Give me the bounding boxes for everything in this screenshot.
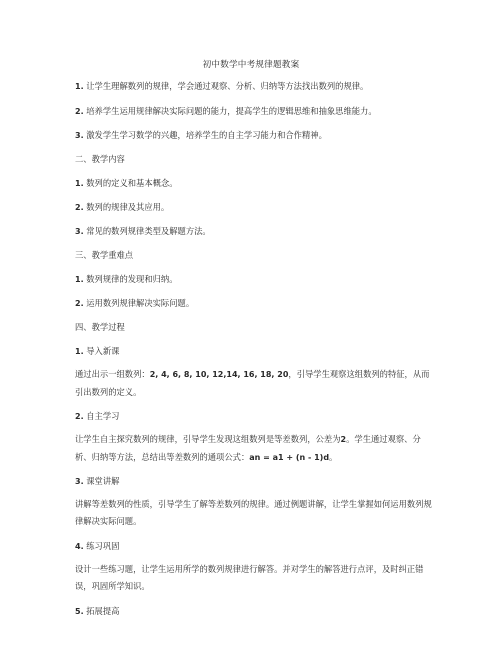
step-body-1 <box>75 366 433 400</box>
step-text: 通过出示一组数列： <box>75 369 150 379</box>
step-title-4 <box>75 540 435 553</box>
item-number: 2. <box>75 203 84 212</box>
item-text: 运用数列规律解决实际问题。 <box>86 298 195 308</box>
item-text: 常见的数列规律类型及解题方法。 <box>86 226 211 236</box>
key-point-item-2 <box>75 297 435 310</box>
step-title: 自主学习 <box>86 411 120 421</box>
key-point-item-1 <box>75 273 435 286</box>
step-body-3: 讲解等差数列的性质，引导学生了解等差数列的规律。通过例题讲解，让学生掌握如何运用数列规律解决实际问题。 <box>75 499 432 526</box>
step-body-2 <box>75 431 433 466</box>
general-term-formula: an = a1 + (n - 1)d <box>249 452 330 462</box>
step-title: 拓展提高 <box>86 606 120 616</box>
step-title: 练习巩固 <box>86 541 120 551</box>
section-heading-content: 二、教学内容 <box>75 154 125 164</box>
step-title-5 <box>75 605 435 618</box>
step-title-2 <box>75 410 435 423</box>
item-number: 1. <box>75 82 84 91</box>
step-number: 1. <box>75 347 84 356</box>
step-text: 让学生自主探究数列的规律，引导学生发现这组数列是等差数列，公差为 <box>75 434 341 444</box>
step-body-4: 设计一些练习题，让学生运用所学的数列规律进行解答。并对学生的解答进行点评，及时纠正错误，巩固所学知识。 <box>75 564 424 591</box>
item-number: 3. <box>75 227 84 236</box>
step-title-1 <box>75 345 435 358</box>
objective-item-1 <box>75 80 435 93</box>
step-number: 5. <box>75 607 84 616</box>
step-title-3 <box>75 475 435 488</box>
content-item-3 <box>75 225 435 238</box>
item-text: 培养学生运用规律解决实际问题的能力，提高学生的逻辑思维和抽象思维能力。 <box>86 106 377 116</box>
item-number: 2. <box>75 107 84 116</box>
step-text: ，引导学生观察这组数列的特征，从而引出数列的定义。 <box>75 369 430 397</box>
step-text: 。 <box>329 451 338 462</box>
content-item-2 <box>75 201 435 214</box>
step-number: 2. <box>75 412 84 421</box>
number-sequence: 2, 4, 6, 8, 10, 12,14, 16, 18, 20 <box>149 370 289 379</box>
content-item-1 <box>75 177 435 190</box>
step-title: 导入新课 <box>86 346 120 356</box>
common-difference: 2 <box>340 435 347 444</box>
item-text: 数列规律的发现和归纳。 <box>86 274 178 284</box>
item-number: 1. <box>75 179 84 188</box>
item-number: 1. <box>75 275 84 284</box>
step-title: 课堂讲解 <box>86 476 120 486</box>
item-text: 激发学生学习数学的兴趣，培养学生的自主学习能力和合作精神。 <box>86 130 327 140</box>
document-title: 初中数学中考规律题教案 <box>202 60 300 70</box>
item-number: 2. <box>75 299 84 308</box>
step-number: 4. <box>75 542 84 551</box>
item-text: 数列的规律及其应用。 <box>86 202 170 212</box>
item-text: 数列的定义和基本概念。 <box>86 178 178 188</box>
objective-item-2 <box>75 105 435 118</box>
objective-item-3 <box>75 129 435 142</box>
item-number: 3. <box>75 131 84 140</box>
section-heading-process: 四、教学过程 <box>75 322 125 332</box>
item-text: 让学生理解数列的规律，学会通过观察、分析、归纳等方法找出数列的规律。 <box>86 81 369 91</box>
step-number: 3. <box>75 477 84 486</box>
step-text: 。学生通过观察、分析、归纳等方法，总结出等差数列的通项公式： <box>75 434 421 462</box>
section-heading-key-points: 三、教学重难点 <box>75 250 134 260</box>
